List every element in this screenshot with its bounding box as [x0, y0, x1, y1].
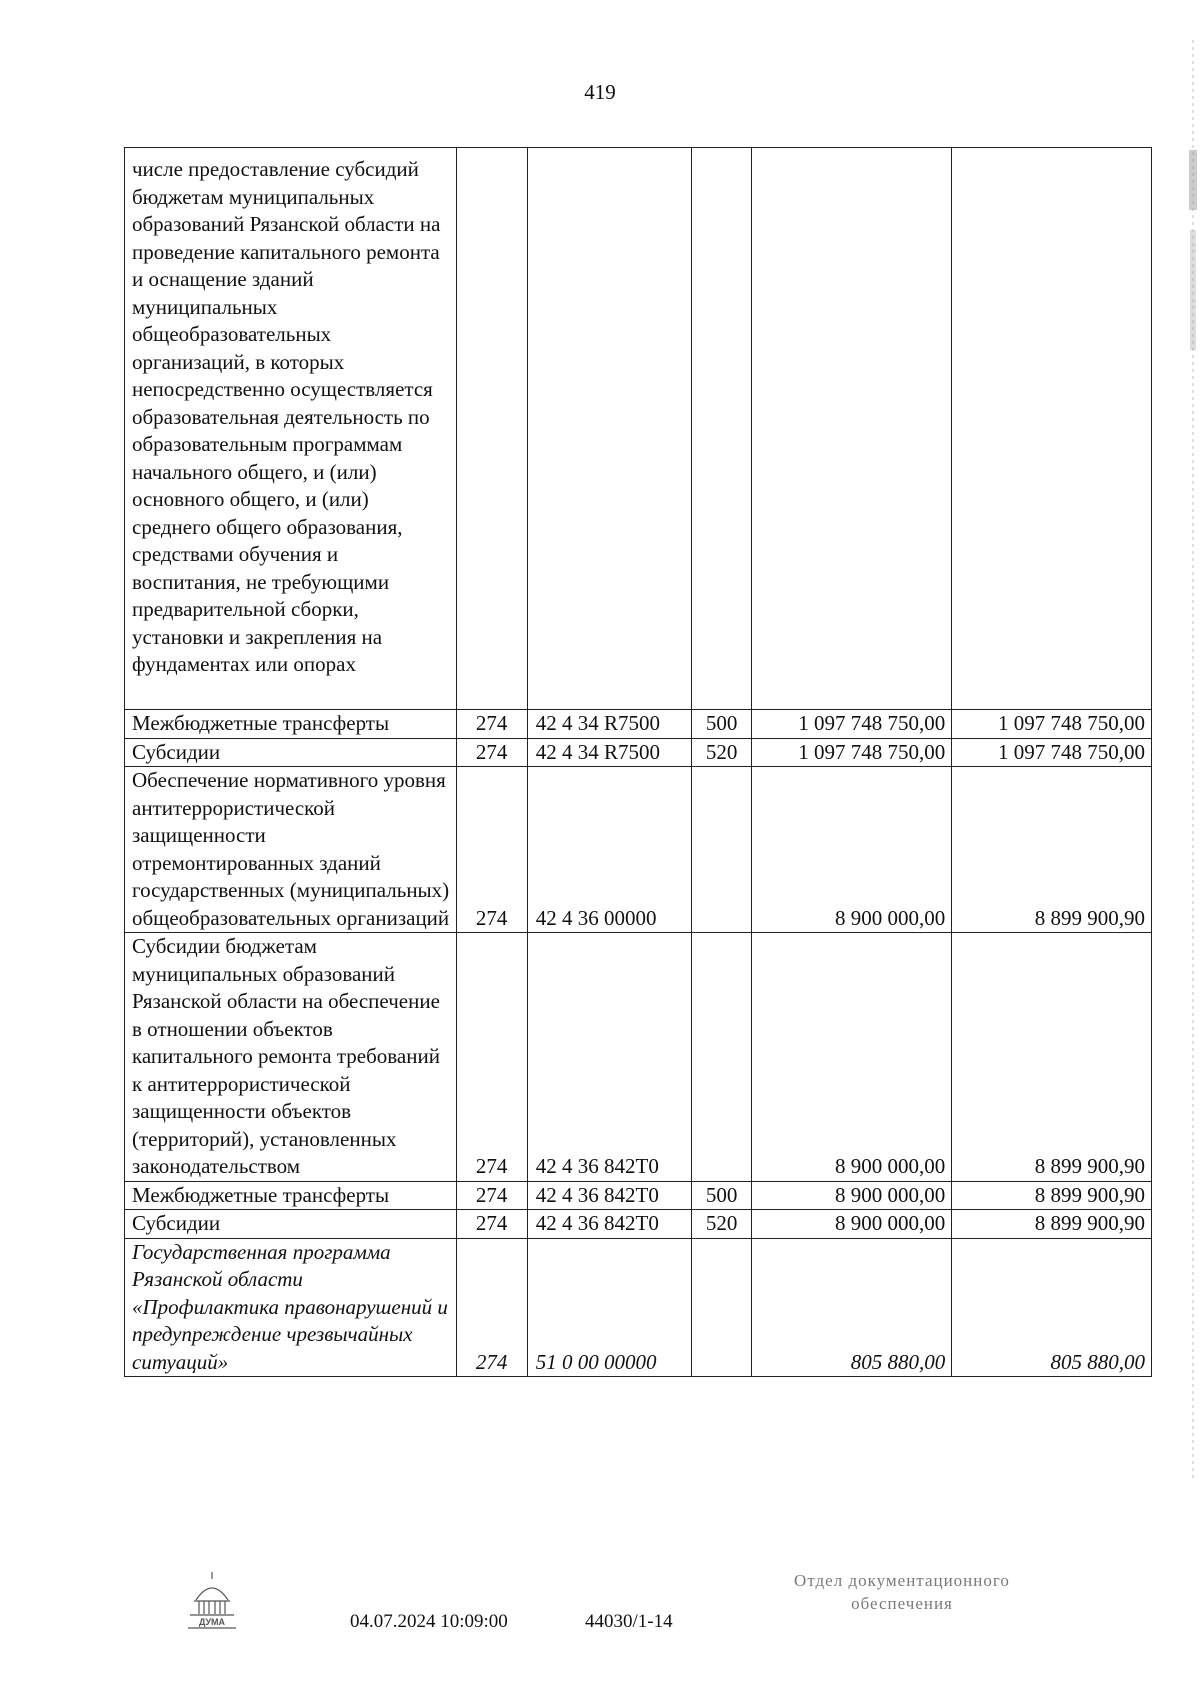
row-target-code: 42 4 36 842T0	[527, 933, 691, 1182]
row-target-code: 42 4 36 00000	[527, 767, 691, 933]
row-target-code: 42 4 36 842T0	[527, 1181, 691, 1210]
row-sum-executed: 1 097 748 750,00	[952, 710, 1152, 739]
row-target-code: 51 0 00 00000	[527, 1238, 691, 1377]
footer-date: 04.07.2024 10:09:00	[350, 1611, 508, 1632]
row-expense-type: 500	[691, 710, 751, 739]
stamp-line: обеспечения	[851, 1594, 953, 1613]
row-sum-planned: 8 900 000,00	[752, 1210, 952, 1239]
row-ministry-code: 274	[456, 1238, 527, 1377]
row-target-code: 42 4 34 R7500	[527, 738, 691, 767]
row-target-code: 42 4 36 842T0	[527, 1210, 691, 1239]
table-row	[125, 148, 1152, 710]
row-sum-planned: 8 900 000,00	[752, 767, 952, 933]
row-expense-type	[691, 933, 751, 1182]
row-ministry-code	[456, 148, 527, 710]
row-sum-executed: 8 899 900,90	[952, 1210, 1152, 1239]
svg-text:ДУМА: ДУМА	[198, 1617, 226, 1627]
row-sum-executed: 1 097 748 750,00	[952, 738, 1152, 767]
row-sum-planned	[752, 148, 952, 710]
row-description: числе предоставление субсидий бюджетам муниципальных образований Рязанской области на проведение капитального ремонта и оснащение зданий муниципальных общеобразовательных организаций, в которых непосредственно осуществляется образовательная деятельность по образовательным программам начального общего, и (или) основного общего, и (или) среднего общего образования, средствами обучения и воспитания, не требующими предварительной сборки, установки и закрепления на фундаментах или опорах	[125, 148, 457, 710]
row-expense-type: 520	[691, 738, 751, 767]
row-target-code: 42 4 34 R7500	[527, 710, 691, 739]
row-sum-planned: 1 097 748 750,00	[752, 710, 952, 739]
row-ministry-code: 274	[456, 933, 527, 1182]
row-description: Субсидии	[125, 738, 457, 767]
row-sum-executed	[952, 148, 1152, 710]
row-ministry-code: 274	[456, 738, 527, 767]
row-sum-planned: 805 880,00	[752, 1238, 952, 1377]
row-ministry-code: 274	[456, 1181, 527, 1210]
row-ministry-code: 274	[456, 710, 527, 739]
row-target-code	[527, 148, 691, 710]
row-expense-type	[691, 1238, 751, 1377]
row-sum-executed: 8 899 900,90	[952, 767, 1152, 933]
scan-edge-marks	[1188, 40, 1198, 1490]
row-sum-executed: 805 880,00	[952, 1238, 1152, 1377]
table-row	[125, 738, 1152, 767]
row-ministry-code: 274	[456, 1210, 527, 1239]
row-expense-type	[691, 767, 751, 933]
footer-registration-number: 44030/1-14	[585, 1611, 673, 1632]
row-sum-executed: 8 899 900,90	[952, 933, 1152, 1182]
row-description: Субсидии бюджетам муниципальных образований Рязанской области на обеспечение в отношении объектов капитального ремонта требований к антитеррористической защищенности объектов (территорий), установленных законодательством	[125, 933, 457, 1182]
budget-table	[124, 147, 1152, 1377]
row-expense-type: 500	[691, 1181, 751, 1210]
duma-building-icon	[182, 1570, 242, 1634]
department-stamp	[752, 1569, 1052, 1615]
row-sum-executed: 8 899 900,90	[952, 1181, 1152, 1210]
row-sum-planned: 8 900 000,00	[752, 933, 952, 1182]
row-description: Субсидии	[125, 1210, 457, 1239]
table-row	[125, 933, 1152, 1182]
row-expense-type	[691, 148, 751, 710]
row-expense-type: 520	[691, 1210, 751, 1239]
duma-logo	[182, 1570, 242, 1634]
page-number: 419	[584, 80, 616, 104]
stamp-line: Отдел документационного	[794, 1571, 1010, 1590]
row-ministry-code: 274	[456, 767, 527, 933]
row-description: Государственная программа Рязанской области «Профилактика правонарушений и предупреждение чрезвычайных ситуаций»	[125, 1238, 457, 1377]
row-sum-planned: 1 097 748 750,00	[752, 738, 952, 767]
row-sum-planned: 8 900 000,00	[752, 1181, 952, 1210]
row-description: Межбюджетные трансферты	[125, 1181, 457, 1210]
table-row	[125, 1181, 1152, 1210]
table-row	[125, 767, 1152, 933]
row-description: Межбюджетные трансферты	[125, 710, 457, 739]
table-row	[125, 1238, 1152, 1377]
table-row	[125, 1210, 1152, 1239]
row-description: Обеспечение нормативного уровня антитеррористической защищенности отремонтированных зданий государственных (муниципальных) общеобразовательных организаций	[125, 767, 457, 933]
table-row	[125, 710, 1152, 739]
